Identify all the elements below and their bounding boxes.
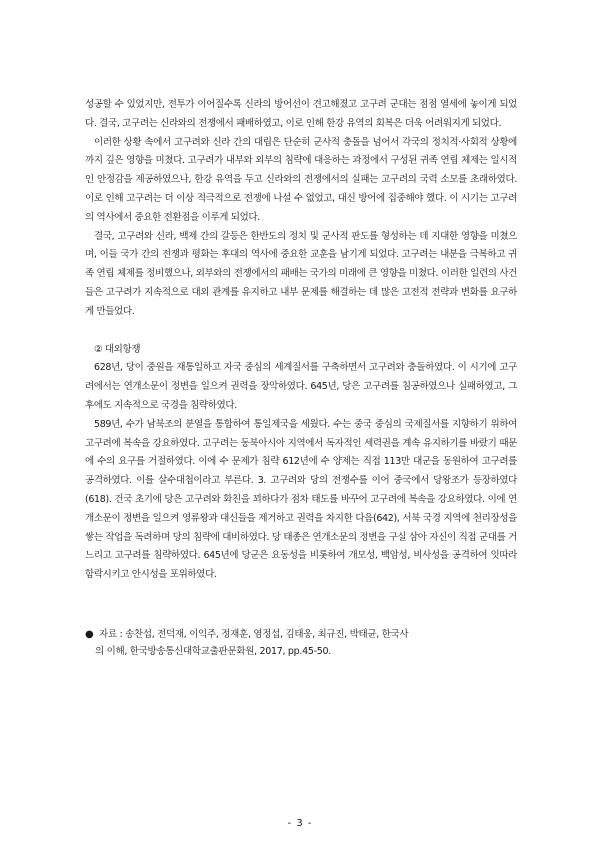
- source-line-1: [85, 626, 525, 643]
- paragraph: 결국, 고구려와 신라, 백제 간의 갈등은 한반도의 정치 및 군사적 판도를 형성하는 데 지대한 영향을 미쳤으며, 이들 국가 간의 전쟁과 평화는 후대의 역사에 중요한 교훈을 남기게 되었다. 고구려는 내분을 극복하고 귀족 연립 체제를 정비했으나, 외부와의 전쟁에서의 패배는 국가의 미래에 큰 영향을 미쳤다. 이러한 일련의 사건들은 고구려가 지속적으로 대외 관계를 유지하고 내부 문제를 해결하는 데 많은 고전적 전략과 변화를 요구하게 만들었다.: [85, 230, 517, 317]
- paragraph: 성공할 수 있었지만, 전투가 이어질수록 신라의 방어선이 견고해졌고 고구려 군대는 점점 열세에 놓이게 되었다. 결국, 고구려는 신라와의 전쟁에서 패배하였고, 이로 인해 한강 유역의 회복은 더욱 어려워지게 되었다.: [85, 99, 517, 129]
- page-number: - 3 -: [287, 818, 313, 829]
- source-line-2: 의 이해, 한국방송통신대학교출판문화원, 2017, pp.45-50.: [95, 646, 331, 657]
- paragraph: 589년, 수가 남북조의 분열을 통합하여 통일제국을 세웠다. 수는 중국 중심의 국제질서를 지향하기 위하여 고구려에 복속을 강요하였다. 고구려는 동북아시아 지역에서 독자적인 세력권을 계속 유지하기를 바랐기 때문에 수의 요구를 거절하였다. 이에 수 문제가 침략 612년에 수 양제는 직접 113만 대군을 동원하여 고구려를 공격하였다. 이를 살수대첩이라고 부른다. 3. 고구려와 당의 전쟁수를 이어 중국에서 당왕조가 등장하였다(618). 건국 초기에 당은 고구려와 화친을 꾀하다가 점차 태도를 바꾸어 고구려에 복속을 강요하였다. 이에 연개소문이 정변을 일으켜 영류왕과 대신들을 제거하고 권력을 차지한 다음(642), 서북 국경 지역에 천리장성을 쌓는 작업을 독려하며 당의 침략에 대비하였다. 당 태종은 연개소문의 정변을 구실 삼아 자신이 직접 군대를 거느리고 고구려를 침략하였다. 645년에 당군은 요동성을 비롯하여 개모성, 백암성, 비사성을 공격하여 잇따라 함락시키고 안시성을 포위하였다.: [85, 418, 517, 581]
- source-text: 자료 : 송찬섭, 전덕재, 이익주, 정재훈, 염정섭, 김태웅, 최규진, 박태균, 한국사: [99, 629, 409, 640]
- section-spacer: [85, 322, 517, 341]
- source-citation: [85, 626, 525, 660]
- body-text: [85, 96, 517, 585]
- bullet-icon: ●: [85, 629, 94, 640]
- section-heading: ② 대외항쟁: [94, 343, 141, 355]
- paragraph: 이러한 상황 속에서 고구려와 신라 간의 대립은 단순히 군사적 충돌을 넘어서 각국의 정치적·사회적 상황에까지 깊은 영향을 미쳤다. 고구려가 내부와 외부의 침략에 대응하는 과정에서 구성된 귀족 연립 체제는 일시적인 안정감을 제공하였으나, 한강 유역을 두고 신라와의 전쟁에서의 실패는 고구려의 국력 소모를 초래하였다. 이로 인해 고구려는 더 이상 적극적으로 전쟁에 나설 수 없었고, 대신 방어에 집중해야 했다. 이 시기는 고구려의 역사에서 중요한 전환점을 이루게 되었다.: [85, 136, 517, 223]
- paragraph: 628년, 당이 중원을 재통일하고 자국 중심의 세계질서를 구축하면서 고구려와 충돌하였다. 이 시기에 고구려에서는 연개소문이 정변을 일으켜 권력을 장악하였다. 645년, 당은 고구려를 침공하였으나 실패하였고, 그 후에도 지속적으로 국경을 침략하였다.: [85, 362, 517, 411]
